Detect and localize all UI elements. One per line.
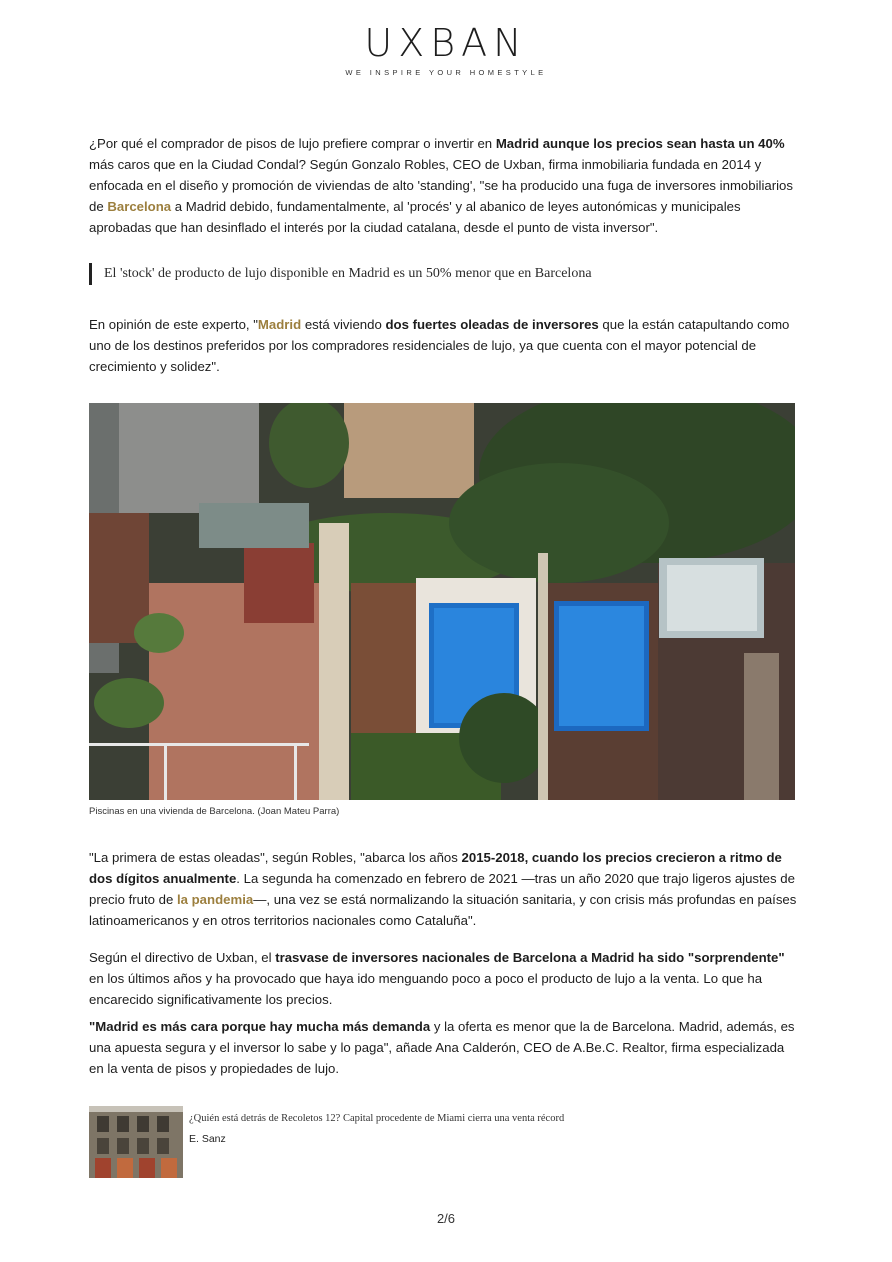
bold-text-run: 2015-2018, cuando los precios crecieron a ritmo de dos dígitos anualmente xyxy=(89,850,782,886)
photo-caption: Piscinas en una vivienda de Barcelona. (Joan Mateu Parra) xyxy=(89,806,340,817)
text-run: a Madrid debido, fundamentalmente, al 'procés' y al abanico de leyes autonómicas y municipales aprobadas que han desinflado el interés por la ciudad catalana, desde el punto de vista inversor". xyxy=(89,199,741,235)
bold-text-run: dos fuertes oleadas de inversores xyxy=(385,317,599,332)
bold-text-run: trasvase de inversores nacionales de Barcelona a Madrid ha sido "sorprendente" xyxy=(275,950,785,965)
article-photo-pools xyxy=(89,403,795,800)
logo-tagline: WE INSPIRE YOUR HOMESTYLE xyxy=(345,68,547,77)
pull-quote: El 'stock' de producto de lujo disponible en Madrid es un 50% menor que en Barcelona xyxy=(89,263,592,285)
text-run: "La primera de estas oleadas", según Robles, "abarca los años xyxy=(89,850,462,865)
related-article-title[interactable]: ¿Quién está detrás de Recoletos 12? Capital procedente de Miami cierra una venta récord xyxy=(189,1113,565,1124)
text-run: —, una vez se está normalizando la situación sanitaria, y con crisis más profundas en países latinoamericanos y en otros territorios nacionales como Cataluña". xyxy=(89,892,797,928)
paragraph-intro xyxy=(89,133,799,238)
text-run: en los últimos años y ha provocado que haya ido menguando poco a poco el producto de lujo a la venta. Lo que ha encarecido significativamente los precios. xyxy=(89,971,763,1007)
text-run: que la están catapultando como uno de los destinos preferidos por los compradores residenciales de lujo, ya que cuenta con el mayor potencial de crecimiento y solidez". xyxy=(89,317,790,374)
text-run: está viviendo xyxy=(301,317,386,332)
topic-link[interactable]: la pandemia xyxy=(176,892,254,907)
related-article-thumbnail[interactable] xyxy=(89,1106,183,1178)
text-run: ¿Por qué el comprador de pisos de lujo prefiere comprar o invertir en xyxy=(89,136,496,151)
aerial-pools-illustration xyxy=(89,403,795,800)
bold-text-run: "Madrid es más cara porque hay mucha más demanda xyxy=(89,1019,431,1034)
text-run: más caros que en la Ciudad Condal? Según Gonzalo Robles, CEO de Uxban, firma inmobiliaria fundada en 2014 y enfocada en el diseño y promoción de viviendas de alto 'standing', "se ha producido una fuga de inversores inmobiliarios de xyxy=(89,157,793,214)
text-run: . La segunda ha comenzado en febrero de 2021 —tras un año 2020 que trajo ligeros ajustes de precio fruto de xyxy=(89,871,795,907)
text-run: y la oferta es menor que la de Barcelona. Madrid, además, es una apuesta segura y el inversor lo sabe y lo paga", añade Ana Calderón, CEO de A.Be.C. Realtor, firma especializada en la venta de pisos y propiedades de lujo. xyxy=(89,1019,795,1076)
related-article[interactable] xyxy=(89,1106,589,1178)
text-run: Según el directivo de Uxban, el xyxy=(89,950,276,965)
page-number: 2/6 xyxy=(436,1211,456,1226)
paragraph-first-wave xyxy=(89,847,799,931)
bold-text-run: Madrid aunque los precios sean hasta un 40% xyxy=(495,136,785,151)
paragraph-expert-opinion xyxy=(89,314,799,377)
related-article-author: E. Sanz xyxy=(189,1133,226,1145)
paragraph-investor-shift xyxy=(89,947,799,1010)
site-header xyxy=(0,22,892,77)
topic-link[interactable]: Barcelona xyxy=(107,199,172,214)
uxban-logo[interactable]: UXBAN xyxy=(364,21,528,65)
text-run: En opinión de este experto, " xyxy=(89,317,258,332)
topic-link[interactable]: Madrid xyxy=(257,317,302,332)
paragraph-madrid-demand xyxy=(89,1016,799,1079)
